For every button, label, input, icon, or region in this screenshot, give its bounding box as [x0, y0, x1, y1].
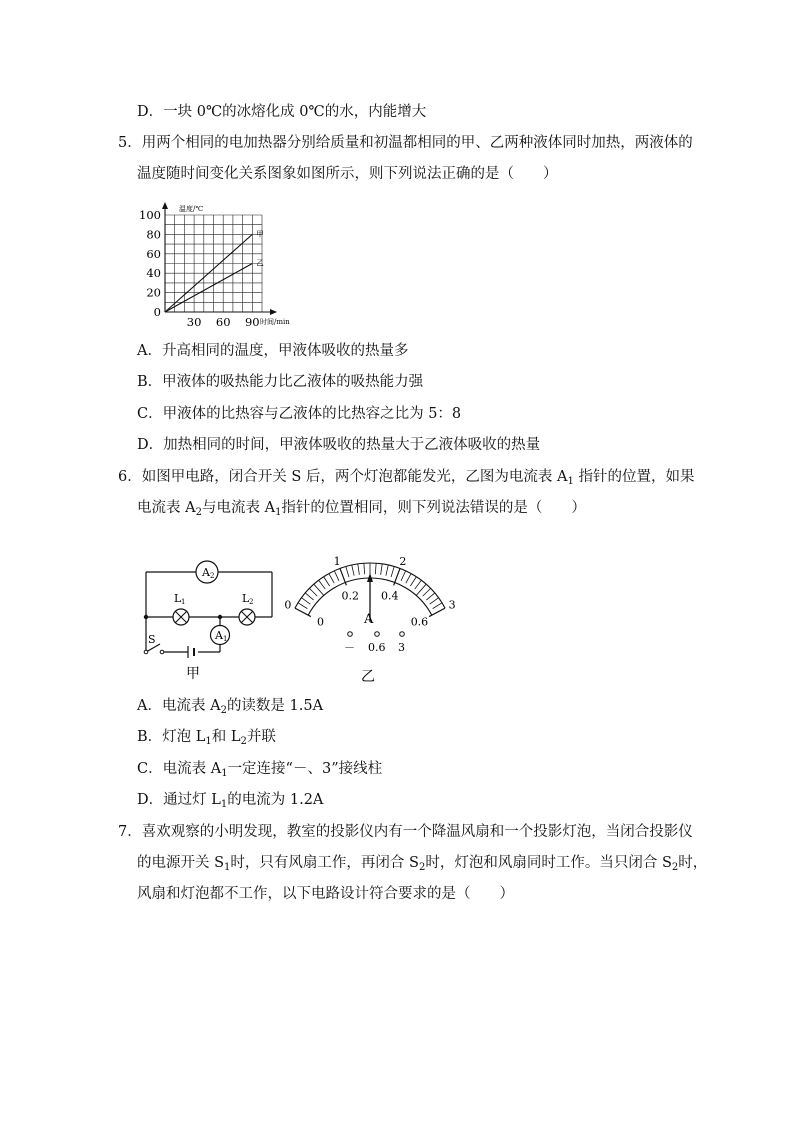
- y-tick-label: 60: [146, 246, 161, 261]
- q6-option-c: C．电流表 $A_1$一定连接“－、3”接线柱: [137, 761, 383, 779]
- dial-tick: [415, 580, 422, 589]
- dial-inner-label: 0.6: [410, 615, 429, 629]
- y-tick-label: 80: [146, 227, 161, 242]
- dial-outer-label: 1: [333, 554, 341, 568]
- x-axis-arrow: [270, 309, 277, 315]
- lamp-l1: [173, 592, 189, 625]
- q5-option-a: A．升高相同的温度，甲液体吸收的热量多: [137, 343, 409, 359]
- dial-tick: [430, 598, 439, 605]
- dial-tick: [406, 574, 411, 584]
- dial-tick: [358, 564, 360, 575]
- temperature-time-chart: [130, 195, 310, 330]
- q6-stem-line2: 电流表 $A_2$与电流表 $A_1$指针的位置相同，则下列说法错误的是（ ）: [137, 500, 586, 518]
- x-tick-label: 30: [186, 315, 202, 329]
- dial-tick: [346, 567, 349, 578]
- circuit-diagram: [138, 555, 280, 685]
- y-tick-label: 20: [146, 285, 161, 300]
- meter-caption: 乙: [361, 669, 375, 685]
- switch-label: S: [148, 633, 156, 646]
- x-axis-label: 时间/min: [260, 318, 290, 326]
- meter-unit: A: [364, 612, 374, 627]
- dial-inner-label: 0.2: [341, 589, 359, 603]
- dial-tick: [426, 593, 434, 600]
- q5-stem-line2: 温度随时间变化关系图象如图所示，则下列说法正确的是（ ）: [137, 166, 558, 182]
- circuit-caption: 甲: [186, 666, 200, 682]
- dial-tick: [295, 608, 311, 616]
- chart-labels: [139, 204, 290, 329]
- svg-text:A: A: [215, 629, 223, 642]
- terminal-3: 3: [398, 641, 405, 654]
- q7-stem-line1: 7．喜欢观察的小明发现，教室的投影仪内有一个降温风扇和一个投影灯泡，当闭合投影仪: [118, 824, 693, 840]
- y-axis-arrow: [162, 202, 168, 209]
- svg-text:1: 1: [223, 635, 228, 643]
- svg-text:2: 2: [249, 598, 254, 606]
- dial-inner-label: 0: [317, 615, 325, 629]
- dial-outer-label: 2: [399, 554, 407, 568]
- dial-tick: [305, 593, 313, 600]
- ammeter-a1: [211, 626, 230, 645]
- dial-tick: [334, 571, 339, 581]
- y-tick-label: 0: [153, 305, 161, 319]
- dial-outer-label: 0: [284, 598, 292, 612]
- x-tick-label: 60: [215, 315, 231, 329]
- dial-tick: [381, 564, 383, 575]
- svg-text:1: 1: [181, 598, 186, 606]
- q7-stem-line3: 风扇和灯泡都不工作，以下电路设计符合要求的是（ ）: [137, 886, 514, 902]
- dial-tick: [301, 598, 310, 605]
- dial-tick: [364, 563, 365, 574]
- dial-tick: [352, 565, 354, 576]
- dial-tick: [391, 567, 394, 578]
- dial-tick: [329, 574, 334, 584]
- q6-option-d: D．通过灯 $L_1$的电流为 1.2A: [137, 792, 324, 810]
- dial-tick: [410, 577, 416, 586]
- q5-option-d: D．加热相同的时间，甲液体吸收的热量大于乙液体吸收的热量: [137, 437, 541, 453]
- x-tick-label: 90: [244, 315, 260, 329]
- dial-inner-label: 0.4: [381, 589, 399, 603]
- chart-series: [165, 229, 264, 312]
- svg-text:A: A: [202, 566, 210, 579]
- dial-tick: [324, 577, 330, 586]
- dial-tick: [423, 588, 431, 596]
- dial-tick: [401, 571, 406, 581]
- lamp-l2: [239, 592, 255, 625]
- ammeter-a2: [196, 561, 218, 583]
- y-axis-label: 温度/℃: [179, 205, 204, 213]
- terminal-minus: －: [344, 641, 355, 654]
- y-tick-label: 40: [146, 266, 161, 281]
- ammeter-dial: [282, 540, 457, 685]
- dial-tick: [429, 608, 445, 616]
- series-label-1: 乙: [256, 258, 264, 268]
- dial-tick: [386, 565, 388, 576]
- dial-tick: [298, 603, 307, 609]
- q4-option-d: D．一块 0℃的冰熔化成 0℃的水，内能增大: [137, 104, 427, 120]
- svg-text:L: L: [174, 592, 182, 605]
- series-line-1: [165, 264, 252, 313]
- q5-option-b: B．甲液体的吸热能力比乙液体的吸热能力强: [137, 374, 424, 390]
- dial-tick: [309, 588, 317, 596]
- terminal-0.6: 0.6: [368, 641, 386, 654]
- q5-option-c: C．甲液体的比热容与乙液体的比热容之比为 5：8: [137, 406, 462, 422]
- chart-grid: [165, 215, 262, 312]
- svg-text:2: 2: [210, 572, 215, 580]
- dial-tick: [319, 580, 326, 589]
- q5-stem-line1: 5．用两个相同的电加热器分别给质量和初温都相同的甲、乙两种液体同时加热，两液体的: [118, 135, 693, 151]
- q6-option-b: B．灯泡 $L_1$和 $L_2$并联: [137, 729, 276, 747]
- svg-text:L: L: [242, 592, 250, 605]
- q6-option-a: A．电流表 $A_2$的读数是 1.5A: [137, 698, 324, 716]
- q7-stem-line2: 的电源开关 $S_1$时，只有风扇工作，再闭合 $S_2$时，灯泡和风扇同时工作。当只闭合 $S_2$时，: [137, 855, 708, 873]
- series-label-0: 甲: [256, 229, 264, 239]
- dial-tick: [375, 563, 376, 574]
- dial-outer-label: 3: [448, 598, 456, 612]
- q6-stem-line1: 6．如图甲电路，闭合开关 S 后，两个灯泡都能发光，乙图为电流表 $A_1$ 指针的位置，如果: [118, 469, 695, 487]
- dial-tick: [433, 603, 442, 609]
- y-tick-label: 100: [139, 208, 161, 222]
